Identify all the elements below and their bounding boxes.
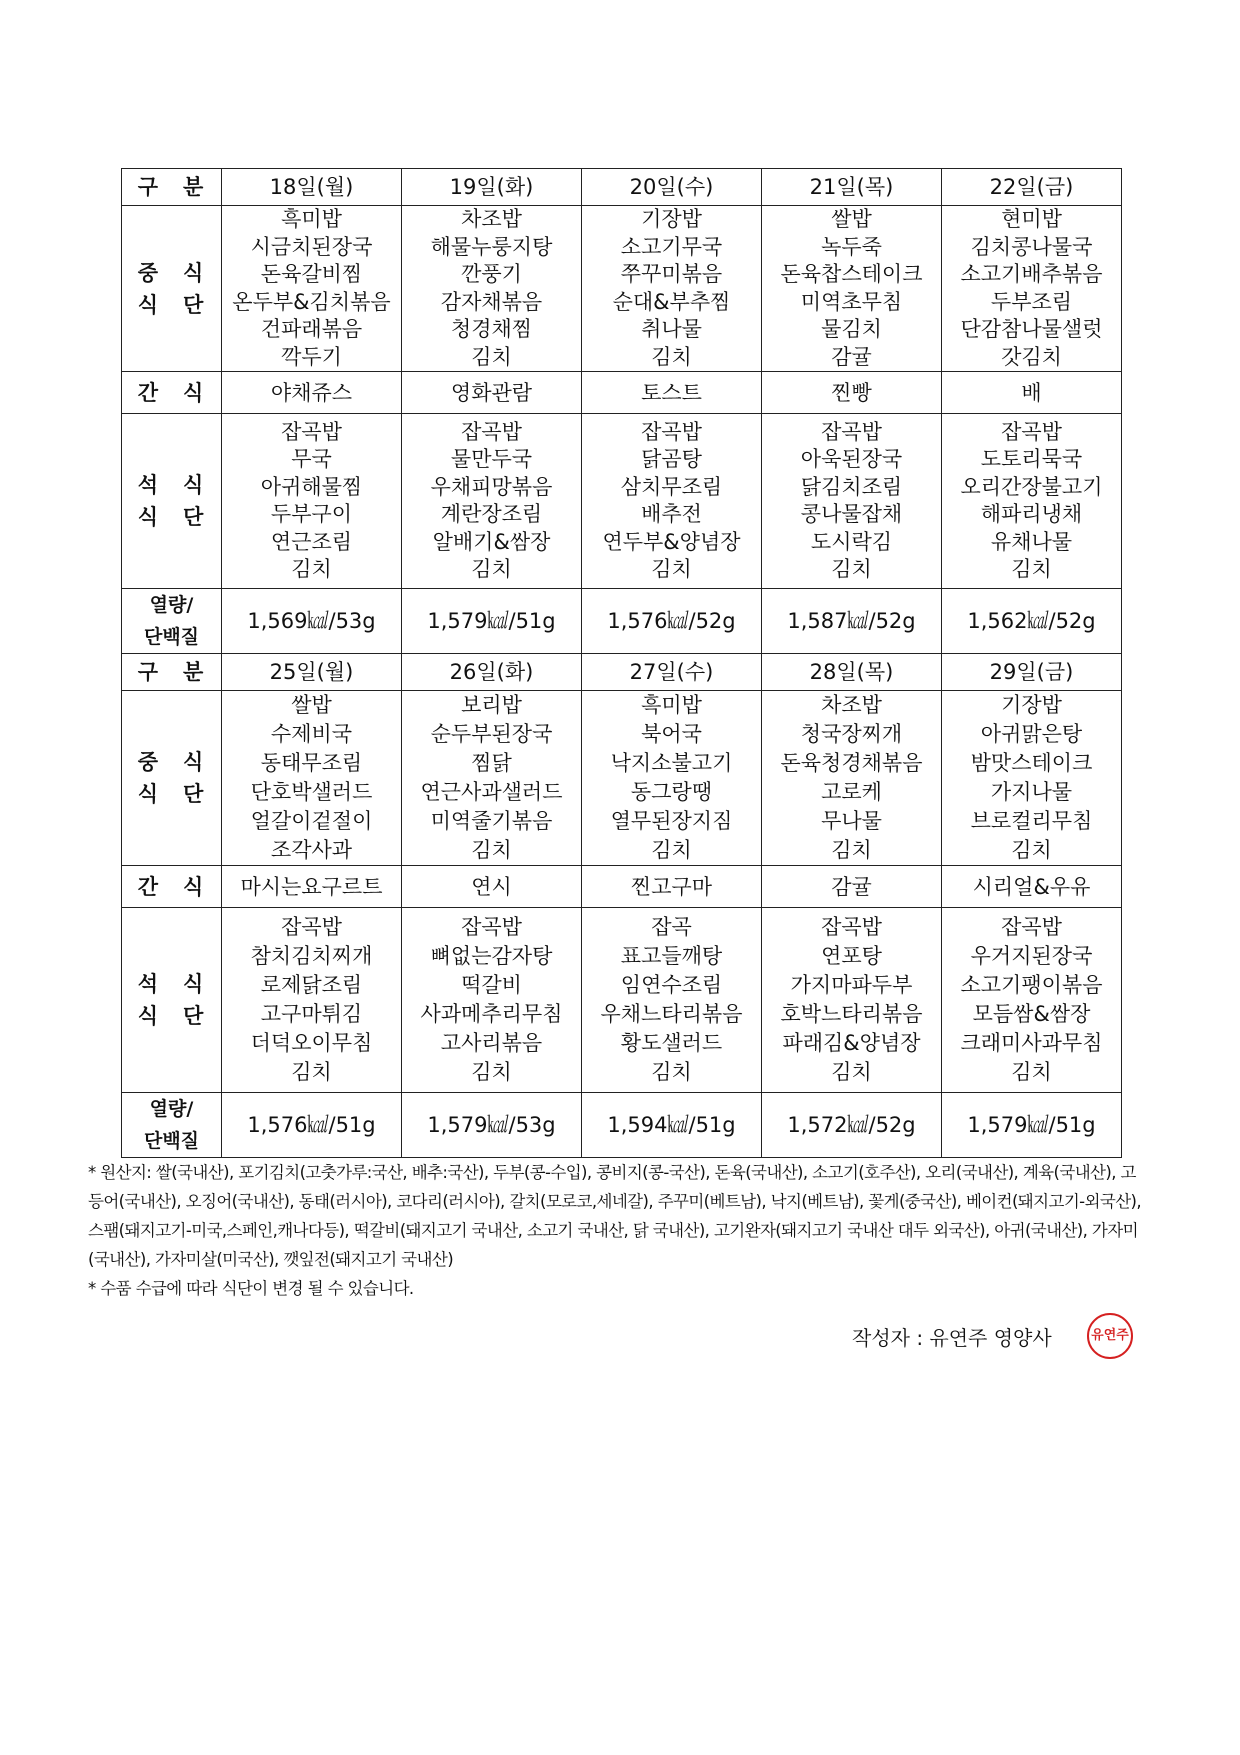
menu-item: 잡곡밥 — [281, 419, 342, 444]
snack-cell: 찐빵 — [762, 372, 942, 414]
menu-item: 가지마파두부 — [790, 973, 913, 997]
calorie-cell: 1,576㎉/52g — [582, 589, 762, 654]
menu-item: 잡곡밥 — [821, 915, 882, 939]
day-header: 22일(금) — [942, 169, 1122, 206]
day-header: 28일(목) — [762, 654, 942, 691]
menu-item: 유채나물 — [990, 529, 1073, 554]
menu-item: 오리간장불고기 — [960, 474, 1103, 499]
menu-item: 잡곡밥 — [281, 915, 342, 939]
calorie-cell: 1,587㎉/52g — [762, 589, 942, 654]
menu-item: 더덕오이무침 — [250, 1031, 373, 1055]
menu-item: 녹두죽 — [821, 234, 882, 259]
dinner-cell — [402, 908, 582, 1093]
menu-item: 김치 — [291, 1060, 332, 1084]
menu-item: 김치 — [1011, 557, 1052, 581]
menu-item: 파래김&양념장 — [782, 1031, 921, 1055]
calorie-cell: 1,562㎉/52g — [942, 589, 1122, 654]
menu-item: 북어국 — [641, 722, 702, 746]
menu-item: 김치 — [471, 344, 512, 369]
menu-item: 김치 — [1011, 838, 1052, 862]
menu-item: 연포탕 — [821, 944, 882, 968]
category-label — [122, 908, 222, 1093]
menu-item: 기장밥 — [641, 207, 702, 231]
menu-item: 흑미밥 — [281, 207, 342, 231]
lunch-row — [122, 691, 1122, 866]
menu-item: 잡곡밥 — [1001, 419, 1062, 444]
menu-item: 떡갈비 — [461, 973, 522, 997]
menu-item: 보리밥 — [461, 693, 522, 717]
menu-item: 사과메추리무침 — [420, 1002, 563, 1026]
menu-item: 무나물 — [821, 809, 882, 833]
category-label-line: 단백질 — [143, 1130, 200, 1152]
snack-cell: 마시는요구르트 — [222, 866, 402, 908]
menu-item: 콩나물잡채 — [800, 502, 903, 526]
menu-item: 아욱된장국 — [800, 447, 903, 471]
menu-item: 깐풍기 — [461, 262, 522, 286]
day-header-row — [122, 654, 1122, 691]
snack-row — [122, 866, 1122, 908]
notes — [88, 1158, 1148, 1303]
menu-item: 김치 — [651, 838, 692, 862]
menu-item: 단감참나물샐럿 — [960, 317, 1103, 341]
lunch-cell — [222, 206, 402, 372]
menu-item: 삼치무조림 — [620, 474, 723, 499]
menu-item: 깍두기 — [281, 344, 342, 369]
menu-item: 가지나물 — [990, 780, 1073, 804]
calorie-row — [122, 1093, 1122, 1158]
lunch-cell — [942, 691, 1122, 866]
category-label — [122, 169, 222, 206]
dinner-cell — [942, 908, 1122, 1093]
menu-item: 돈육청경채볶음 — [780, 751, 923, 775]
menu-item: 잡곡 — [651, 915, 692, 939]
menu-item: 건파래볶음 — [260, 317, 363, 341]
menu-item: 김치 — [651, 1060, 692, 1084]
menu-item: 쌀밥 — [291, 693, 332, 717]
category-label-line: 중 식 — [137, 260, 206, 285]
category-label-line: 열량/ — [149, 594, 194, 616]
menu-item: 차조밥 — [821, 693, 882, 717]
menu-item: 도토리묵국 — [980, 447, 1083, 471]
menu-item: 황도샐러드 — [620, 1031, 723, 1055]
category-label-line: 식 단 — [137, 1004, 206, 1028]
menu-item: 밤맛스테이크 — [970, 751, 1093, 775]
menu-item: 알배기&쌈장 — [432, 529, 551, 554]
menu-item: 감자채볶음 — [440, 289, 543, 314]
category-label-line: 석 식 — [137, 473, 206, 497]
menu-item: 연근사과샐러드 — [420, 780, 563, 804]
menu-item: 동그랑땡 — [630, 780, 713, 804]
meal-table — [121, 168, 1122, 1158]
menu-item: 얼갈이겉절이 — [250, 809, 373, 833]
menu-item: 김치 — [651, 557, 692, 581]
menu-item: 물김치 — [821, 317, 882, 341]
menu-item: 김치 — [471, 557, 512, 581]
menu-item: 흑미밥 — [641, 693, 702, 717]
author-line: 작성자 : 유연주 영양사 — [852, 1326, 1052, 1350]
category-label — [122, 589, 222, 654]
menu-item: 잡곡밥 — [641, 419, 702, 444]
snack-cell: 토스트 — [582, 372, 762, 414]
category-label-line: 식 단 — [137, 782, 206, 806]
category-label-line: 간 식 — [137, 380, 206, 405]
lunch-cell — [762, 691, 942, 866]
menu-item: 우채피망볶음 — [430, 474, 553, 499]
menu-item: 연근조림 — [270, 529, 353, 554]
menu-item: 순대&부추찜 — [612, 289, 731, 314]
menu-item: 쭈꾸미볶음 — [620, 262, 723, 286]
category-label-line: 구 분 — [137, 175, 206, 199]
menu-item: 우거지된장국 — [970, 944, 1093, 968]
day-header: 18일(월) — [222, 169, 402, 206]
dinner-cell — [762, 414, 942, 589]
calorie-cell: 1,576㎉/51g — [222, 1093, 402, 1158]
category-label-line: 구 분 — [137, 660, 206, 684]
category-label — [122, 372, 222, 414]
menu-item: 로제닭조림 — [260, 973, 363, 997]
menu-item: 소고기배추볶음 — [960, 262, 1103, 286]
snack-cell: 시리얼&우유 — [942, 866, 1122, 908]
menu-item: 잡곡밥 — [461, 915, 522, 939]
menu-item: 갓김치 — [1001, 344, 1062, 369]
dinner-cell — [222, 908, 402, 1093]
menu-item: 소고기팽이볶음 — [960, 973, 1103, 997]
menu-item: 김치 — [471, 838, 512, 862]
menu-item: 낙지소불고기 — [610, 751, 733, 775]
snack-row — [122, 372, 1122, 414]
category-label — [122, 866, 222, 908]
menu-item: 브로컬리무침 — [970, 809, 1093, 833]
menu-item: 미역줄기볶음 — [430, 809, 553, 833]
day-header: 27일(수) — [582, 654, 762, 691]
snack-cell: 야채쥬스 — [222, 372, 402, 414]
menu-item: 열무된장지짐 — [610, 809, 733, 833]
menu-item: 차조밥 — [461, 207, 522, 231]
menu-item: 온두부&김치볶음 — [232, 289, 391, 314]
menu-item: 모듬쌈&쌈장 — [972, 1002, 1091, 1026]
menu-item: 김치 — [831, 1060, 872, 1084]
menu-item: 돈육찹스테이크 — [780, 262, 923, 286]
author-seal — [1087, 1313, 1133, 1359]
menu-item: 연두부&양념장 — [602, 529, 741, 554]
menu-item: 아귀맑은탕 — [980, 722, 1083, 746]
lunch-cell — [222, 691, 402, 866]
day-header: 25일(월) — [222, 654, 402, 691]
menu-item: 뼈없는감자탕 — [430, 944, 553, 968]
snack-cell: 영화관람 — [402, 372, 582, 414]
snack-cell: 배 — [942, 372, 1122, 414]
category-label-line: 식 단 — [137, 292, 206, 317]
menu-item: 물만두국 — [450, 447, 533, 471]
menu-item: 김치 — [651, 344, 692, 369]
menu-item: 감귤 — [831, 344, 872, 369]
calorie-cell: 1,579㎉/51g — [402, 589, 582, 654]
dinner-cell — [762, 908, 942, 1093]
menu-item: 고사리볶음 — [440, 1031, 543, 1055]
menu-item: 단호박샐러드 — [250, 780, 373, 804]
menu-item: 김치콩나물국 — [970, 234, 1093, 259]
menu-item: 청경채찜 — [450, 317, 533, 341]
dinner-row — [122, 908, 1122, 1093]
menu-item: 조각사과 — [270, 838, 353, 862]
menu-item: 김치 — [831, 838, 872, 862]
menu-item: 아귀해물찜 — [260, 474, 363, 499]
seal-text: 유연주 — [1091, 1328, 1129, 1343]
day-header: 20일(수) — [582, 169, 762, 206]
lunch-cell — [582, 206, 762, 372]
menu-item: 도시락김 — [810, 529, 893, 554]
menu-item: 닭김치조림 — [800, 474, 903, 499]
menu-item: 김치 — [471, 1060, 512, 1084]
lunch-cell — [942, 206, 1122, 372]
category-label-line: 석 식 — [137, 972, 206, 996]
menu-item: 기장밥 — [1001, 693, 1062, 717]
menu-item: 두부구이 — [270, 502, 353, 526]
category-label-line: 열량/ — [149, 1098, 194, 1120]
menu-item: 배추전 — [641, 502, 702, 526]
snack-cell: 찐고구마 — [582, 866, 762, 908]
calorie-row — [122, 589, 1122, 654]
menu-item: 잡곡밥 — [1001, 915, 1062, 939]
menu-item: 임연수조림 — [620, 973, 723, 997]
lunch-cell — [582, 691, 762, 866]
category-label — [122, 206, 222, 372]
day-header: 29일(금) — [942, 654, 1122, 691]
menu-item: 호박느타리볶음 — [780, 1002, 923, 1026]
dinner-cell — [222, 414, 402, 589]
dinner-cell — [582, 414, 762, 589]
category-label-line: 중 식 — [137, 750, 206, 774]
menu-item: 동태무조림 — [260, 751, 363, 775]
snack-cell: 연시 — [402, 866, 582, 908]
category-label-line: 간 식 — [137, 874, 206, 899]
menu-item: 취나물 — [641, 317, 702, 341]
menu-item: 해파리냉채 — [980, 502, 1083, 526]
menu-item: 크래미사과무침 — [960, 1031, 1103, 1055]
lunch-cell — [762, 206, 942, 372]
lunch-cell — [402, 206, 582, 372]
dinner-cell — [582, 908, 762, 1093]
menu-item: 김치 — [831, 557, 872, 581]
menu-item: 표고들깨탕 — [620, 944, 723, 968]
menu-item: 잡곡밥 — [821, 419, 882, 444]
dinner-cell — [942, 414, 1122, 589]
menu-item: 잡곡밥 — [461, 419, 522, 444]
menu-item: 닭곰탕 — [641, 447, 702, 471]
menu-item: 두부조림 — [990, 289, 1073, 314]
calorie-cell: 1,569㎉/53g — [222, 589, 402, 654]
menu-item: 미역초무침 — [800, 289, 903, 314]
menu-item: 찜닭 — [471, 751, 512, 775]
menu-item: 해물누룽지탕 — [430, 234, 553, 259]
calorie-cell: 1,579㎉/53g — [402, 1093, 582, 1158]
menu-item: 김치 — [1011, 1060, 1052, 1084]
menu-item: 무국 — [291, 447, 332, 471]
menu-item: 순두부된장국 — [430, 722, 553, 746]
category-label — [122, 691, 222, 866]
dinner-row — [122, 414, 1122, 589]
lunch-row — [122, 206, 1122, 372]
change-note: * 수품 수급에 따라 식단이 변경 될 수 있습니다. — [88, 1279, 414, 1298]
day-header-row — [122, 169, 1122, 206]
category-label — [122, 414, 222, 589]
menu-item: 쌀밥 — [831, 207, 872, 231]
menu-item: 현미밥 — [1001, 207, 1062, 231]
menu-item: 고구마튀김 — [260, 1002, 363, 1026]
menu-item: 수제비국 — [270, 722, 353, 746]
category-label-line: 단백질 — [143, 626, 200, 648]
menu-item: 시금치된장국 — [250, 234, 373, 259]
menu-item: 돈육갈비찜 — [260, 262, 363, 286]
calorie-cell: 1,594㎉/51g — [582, 1093, 762, 1158]
snack-cell: 감귤 — [762, 866, 942, 908]
calorie-cell: 1,572㎉/52g — [762, 1093, 942, 1158]
category-label — [122, 654, 222, 691]
menu-item: 계란장조림 — [440, 502, 543, 526]
day-header: 19일(화) — [402, 169, 582, 206]
day-header: 21일(목) — [762, 169, 942, 206]
menu-item: 참치김치찌개 — [250, 944, 373, 968]
menu-item: 고로케 — [821, 780, 882, 804]
menu-item: 청국장찌개 — [800, 722, 903, 746]
calorie-cell: 1,579㎉/51g — [942, 1093, 1122, 1158]
menu-item: 소고기무국 — [620, 234, 723, 259]
category-label — [122, 1093, 222, 1158]
origin-note: * 원산지: 쌀(국내산), 포기김치(고춧가루:국산, 배추:국산), 두부(콩-수입), 콩비지(콩-국산), 돈육(국내산), 소고기(호주산), 오리(국내산), 계육(국내산), 고등어(국내산), 오징어(국내산), 동태(러시아), 코다리(러시아), 갈치(모로코,세네갈), 주꾸미(베트남), 낙지(베트남), 꽃게(중국산), 베이컨(돼지고기-외국산), 스팸(돼지고기-미국,스페인,캐나다등), 떡갈비(돼지고기 국내산, 소고기 국내산, 닭 국내산), 고기완자(돼지고기 국내산 대두 외국산), 아귀(국내산), 가자미(국내산), 가자미살(미국산), 깻잎전(돼지고기 국내산) — [88, 1163, 1142, 1269]
category-label-line: 식 단 — [137, 505, 206, 529]
menu-item: 김치 — [291, 557, 332, 581]
dinner-cell — [402, 414, 582, 589]
lunch-cell — [402, 691, 582, 866]
day-header: 26일(화) — [402, 654, 582, 691]
menu-item: 우채느타리볶음 — [600, 1002, 743, 1026]
